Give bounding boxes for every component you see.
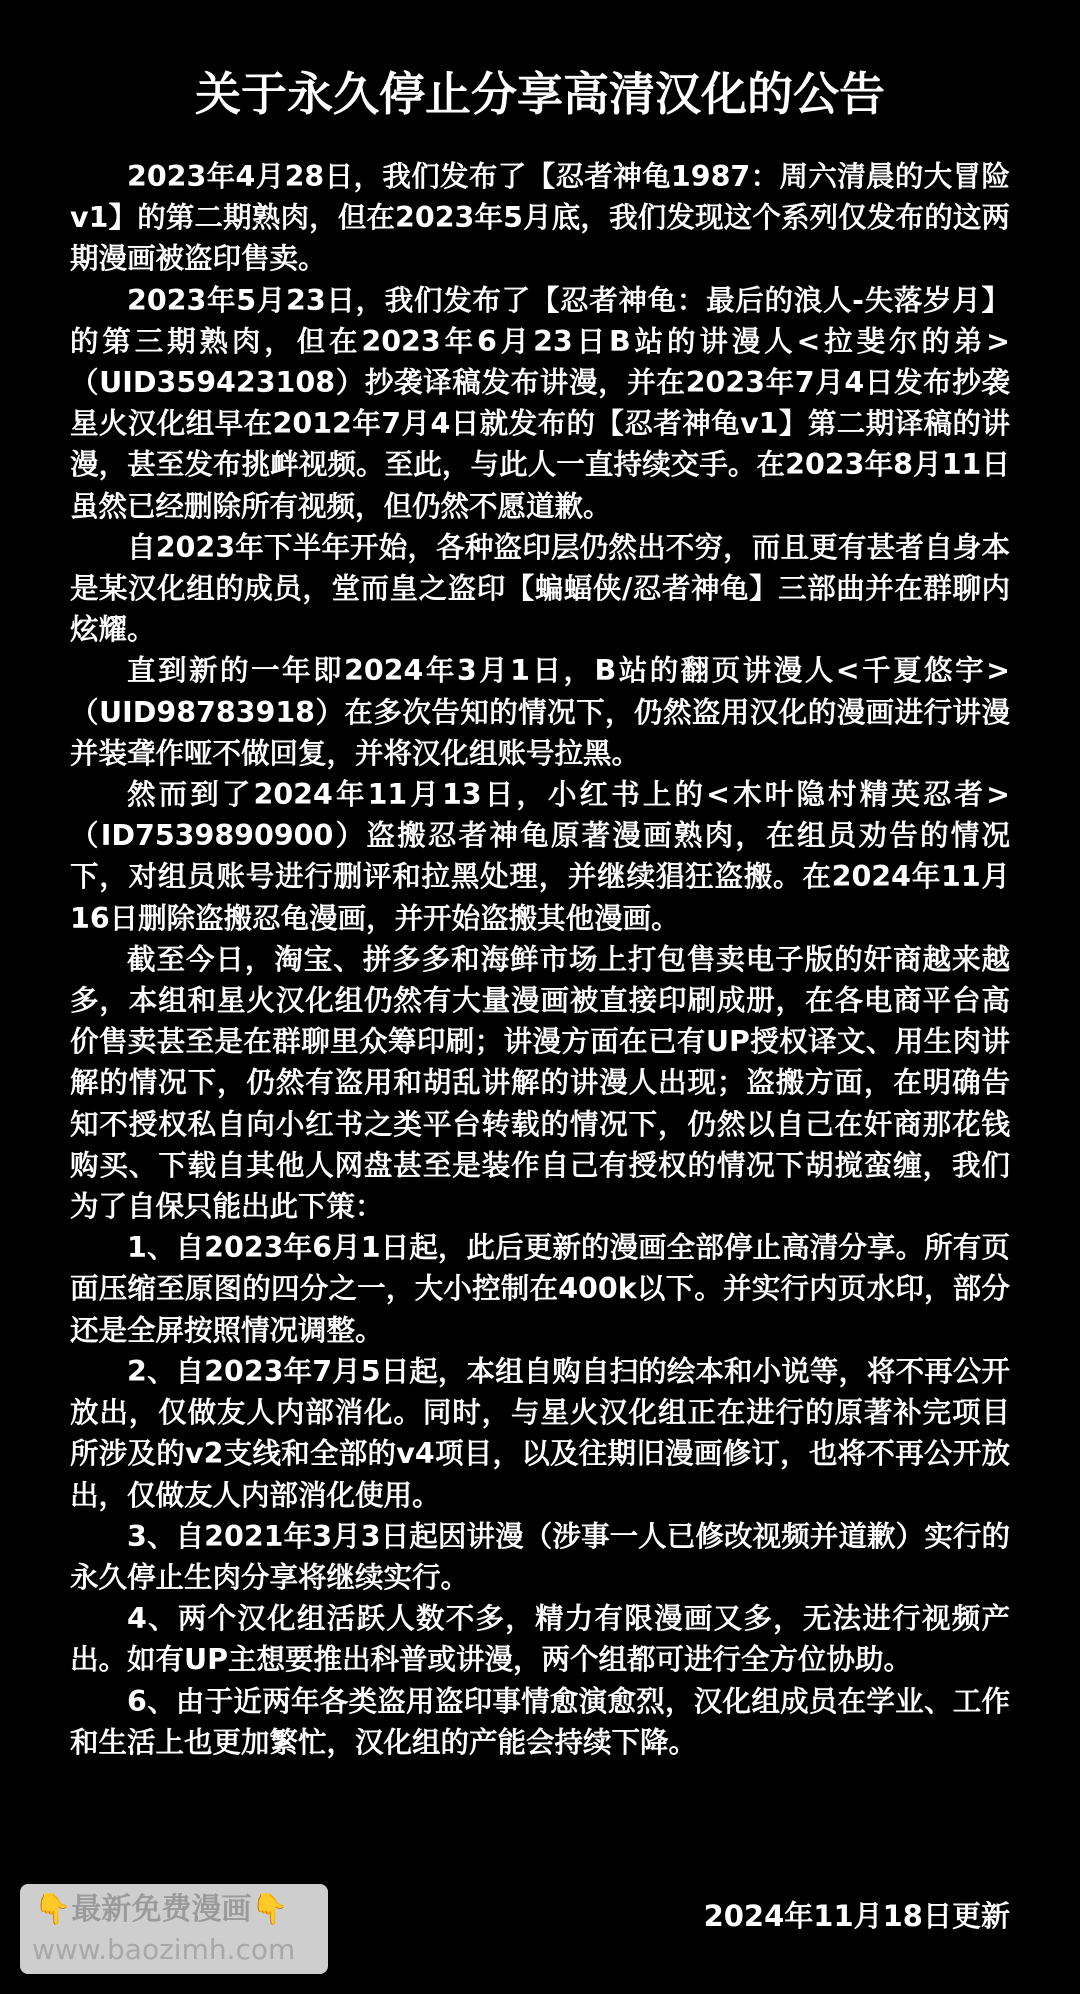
- watermark-text-line: [34, 1890, 289, 1930]
- watermark-url: www.baozimh.com: [32, 1933, 296, 1966]
- paragraph-4: 直到新的一年即2024年3月1日，B站的翻页讲漫人<千夏悠宇>（UID98783918）在多次告知的情况下，仍然盗用汉化的漫画进行讲漫并装聋作哑不做回复，并将汉化组账号拉黑。: [70, 654, 1010, 770]
- list-item-2: 2、自2023年7月5日起，本组自购自扫的绘本和小说等，将不再公开放出，仅做友人内部消化。同时，与星火汉化组正在进行的原著补完项目所涉及的v2支线和全部的v4项目，以及往期旧漫画修订，也将不再公开放出，仅做友人内部消化使用。: [70, 1354, 1010, 1512]
- paragraph-1: 2023年4月28日，我们发布了【忍者神龟1987：周六清晨的大冒险v1】的第二期熟肉，但在2023年5月底，我们发现这个系列仅发布的这两期漫画被盗印售卖。: [70, 160, 1010, 276]
- list-item-6: 6、由于近两年各类盗用盗印事情愈演愈烈，汉化组成员在学业、工作和生活上也更加繁忙，汉化组的产能会持续下降。: [70, 1684, 1010, 1759]
- update-date: 2024年11月18日更新: [703, 1899, 1010, 1933]
- list-item-4: 4、两个汉化组活跃人数不多，精力有限漫画又多，无法进行视频产出。如有UP主想要推出科普或讲漫，两个组都可进行全方位协助。: [70, 1602, 1010, 1677]
- announcement-body: [70, 156, 1010, 1763]
- paragraph-2: 2023年5月23日，我们发布了【忍者神龟：最后的浪人-失落岁月】的第三期熟肉，但在2023年6月23日B站的讲漫人<拉斐尔的弟>（UID359423108）抄袭译稿发布讲漫，并在2023年7月4日发布抄袭星火汉化组早在2012年7月4日就发布的【忍者神龟v1】第二期译稿的讲漫，甚至发布挑衅视频。至此，与此人一直持续交手。在2023年8月11日虽然已经删除所有视频，但仍然不愿道歉。: [70, 283, 1010, 523]
- pointing-down-icon: 👇: [34, 1892, 72, 1927]
- site-watermark[interactable]: [20, 1884, 328, 1974]
- paragraph-5: 然而到了2024年11月13日，小红书上的<木叶隐村精英忍者>（ID7539890900）盗搬忍者神龟原著漫画熟肉，在组员劝告的情况下，对组员账号进行删评和拉黑处理，并继续猖狂盗搬。在2024年11月16日删除盗搬忍龟漫画，并开始盗搬其他漫画。: [70, 778, 1010, 935]
- paragraph-3: 自2023年下半年开始，各种盗印层仍然出不穷，而且更有甚者自身本是某汉化组的成员，堂而皇之盗印【蝙蝠侠/忍者神龟】三部曲并在群聊内炫耀。: [70, 530, 1010, 647]
- watermark-label: 最新免费漫画: [71, 1892, 252, 1927]
- paragraph-6: 截至今日，淘宝、拼多多和海鲜市场上打包售卖电子版的奸商越来越多，本组和星火汉化组仍然有大量漫画被直接印刷成册，在各电商平台高价售卖甚至是在群聊里众筹印刷；讲漫方面在已有UP授权译文、用生肉讲解的情况下，仍然有盗用和胡乱讲解的讲漫人出现；盗搬方面，在明确告知不授权私自向小红书之类平台转载的情况下，仍然以自己在奸商那花钱购买、下载自其他人网盘甚至是装作自己有授权的情况下胡搅蛮缠，我们为了自保只能出此下策：: [70, 942, 1010, 1224]
- announcement-title: 关于永久停止分享高清汉化的公告: [195, 67, 885, 121]
- list-item-1: 1、自2023年6月1日起，此后更新的漫画全部停止高清分享。所有页面压缩至原图的四分之一，大小控制在400k以下。并实行内页水印，部分还是全屏按照情况调整。: [70, 1231, 1010, 1347]
- pointing-down-icon-right: 👇: [251, 1892, 289, 1927]
- list-item-3: 3、自2021年3月3日起因讲漫（涉事一人已修改视频并道歉）实行的永久停止生肉分享将继续实行。: [70, 1519, 1010, 1594]
